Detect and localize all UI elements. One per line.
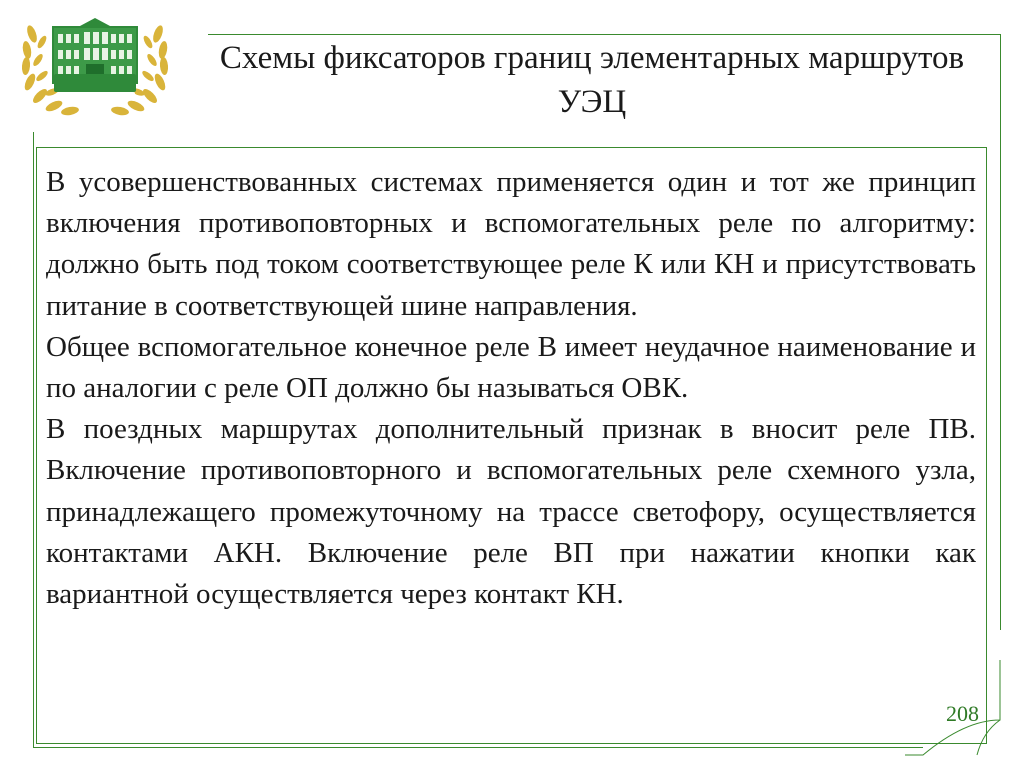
frame-line-top: [208, 34, 1000, 35]
logo-text: ОмГУПС: [81, 90, 137, 103]
frame-line-left: [33, 132, 34, 747]
paragraph-3: В поездных маршрутах дополнительный признак в вносит реле ПВ. Включение противоповторного и вспомогательных реле схемного узла, принадлежащего промежуточному на трассе светофору, осуществляется контактами АКН. Включение реле ВП при нажатии кнопки как вариантной осуществляется через контакт КН.: [46, 413, 976, 611]
paragraph-1: В усовершенствованных системах применяется один и тот же принцип включения противоповторных и вспомогательных реле по алгоритму: должно быть под током соответствующее реле К или КН и присутствовать питание в соответствующей шине направления.: [46, 166, 976, 322]
frame-line-right: [1000, 34, 1001, 630]
frame-line-bottom: [33, 747, 923, 748]
paragraph-2: Общее вспомогательное конечное реле В имеет неудачное наименование и по аналогии с реле ОП должно бы называться ОВК.: [46, 330, 976, 405]
page-number: 208: [946, 701, 979, 726]
slide-title: Схемы фиксаторов границ элементарных маршрутов УЭЦ: [219, 40, 965, 120]
university-logo: [18, 14, 172, 122]
body-text: [46, 162, 976, 615]
